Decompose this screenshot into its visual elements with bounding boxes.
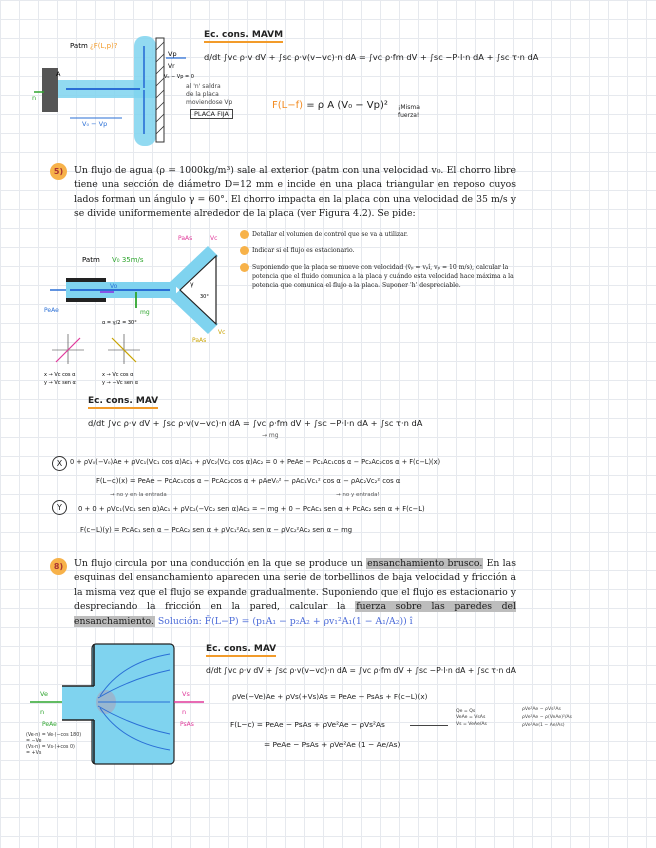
- s1-header: Ec. cons. MAVM: [204, 30, 283, 43]
- ae-5: PeAe: [44, 307, 59, 314]
- patm-label: Patm: [70, 42, 88, 50]
- ps-label: PsAs: [180, 721, 194, 728]
- vo-5: Vo: [110, 283, 118, 290]
- item-2-bullet: [240, 246, 249, 255]
- mg-5: mg: [140, 309, 150, 316]
- p8-arrow: [410, 725, 448, 726]
- plate: [156, 38, 164, 142]
- p5-x-note-1: → no y en la entrada: [110, 492, 167, 498]
- item-3: Suponiendo que la placa se mueve con velocidad (v̄ₚ = vₚî, vₚ = 10 m/s), calcular la potencia que el fluido comunica a la placa y cuándo esta velocidad hace máxima a la potencia que comunica el flujo a la placa. Suponer 'h' despreciable.: [252, 264, 514, 289]
- p5-y-result: F(c−L)(y) = PcAc₁ sen α − PcAc₂ sen α + ρVc₁²Ac₁ sen α − ρVc₂²Ac₂ sen α − mg: [80, 526, 353, 534]
- highlight-fuerza: fuerza sobre las paredes del ensanchamiento.: [74, 601, 516, 627]
- p8-fig-note: (Ve·n) = Ve·(−cos 180) = −Ve (Vs·n) = Vs·(+cos 0) = +Vs: [26, 733, 82, 756]
- ve-label: Ve: [40, 690, 48, 698]
- theta-5: α = γ/2 = 30°: [102, 320, 137, 326]
- y2-5: y → −Vc sen α: [102, 380, 139, 386]
- pa2-5: PaAs: [192, 337, 207, 344]
- vc1-5: Vc: [210, 235, 218, 242]
- p8-side-1: Qe = Qs VeAe = VsAs Vs = VeAe/As: [456, 709, 487, 727]
- vc2-5: Vc: [218, 329, 226, 336]
- p8-eq-1: ρVe(−Ve)Ae + ρVs(+Vs)As = PeAe − PsAs + F(c−L)(x): [232, 692, 428, 701]
- placa-fija-box: PLACA FIJA: [190, 109, 233, 119]
- p8-eq-2: F(L−c) = PeAe − PsAs + ρVe²Ae − ρVs²As: [230, 720, 385, 729]
- plate-fluid: [134, 36, 156, 146]
- patm-5: Patm: [82, 256, 100, 264]
- problem-8-text: Un flujo circula por una conducción en la que se produce un ensanchamiento brusco. En las esquinas del ensanchamiento aparecen una serie de torbellinos de baja velocidad y fricción a la misma vez que el flujo se expande gradualmente. Suponiendo que el flujo es estacionario y despreciando la fricción en la pared, calcular la fuerza sobre las paredes del ensanchamiento. Solución: F̄(L−P) = (p₁A₁ − p₂A₂ + ρv₁²A₁(1 − A₁/A₂)) î: [74, 558, 516, 627]
- p5-x-result: F(L−c)(x) = PeAe − PcAc₁cos α − PcAc₂cos α + ρAeV₀² − ρAc₁Vc₁² cos α − ρAc₂Vc₂² cos α: [96, 477, 401, 485]
- item-1: Detallar el volumen de control que se va a utilizar.: [252, 231, 408, 238]
- narrow-pipe: [62, 686, 96, 720]
- s1-note: ¡Misma fuerza!: [398, 104, 420, 119]
- problem-5-badge: 5): [50, 163, 67, 180]
- problem-8-badge: 8): [50, 558, 67, 575]
- p8-eq-main: d/dt ∫vc ρ·v dV + ∫sc ρ·v(v−vc)·n dA = ∫vc ρ·fm dV + ∫sc −P·I·n dA + ∫sc τ·n dA: [206, 666, 516, 675]
- s1-result: F(L−f) = ρ A (V₀ − Vp)²: [272, 100, 388, 111]
- item-3-bullet: [240, 263, 249, 272]
- gamma-5: γ: [190, 281, 194, 288]
- item-1-bullet: [240, 230, 249, 239]
- y1-5: y → Vc sen α: [44, 380, 76, 386]
- fl-label: ¿F(L,p)?: [90, 42, 118, 50]
- p8-eq-3: = PeAe − PsAs + ρVe²Ae (1 − Ae/As): [264, 740, 401, 749]
- pa1-5: PaAs: [178, 235, 193, 242]
- p5-eq-main: d/dt ∫vc ρ·v dV + ∫sc ρ·v(v−vc)·n dA = ∫vc ρ·fm dV + ∫sc −P·I·n dA + ∫sc τ·n dA: [88, 418, 423, 428]
- vrel-label: V₀ − Vp = 0: [164, 74, 194, 80]
- x1-5: x → Vc cos α: [44, 372, 76, 378]
- ns-label: n: [182, 708, 187, 716]
- x-marker: X: [52, 456, 67, 471]
- nozzle-bottom: [66, 298, 106, 302]
- item-2: Indicar si el flujo es estacionario.: [252, 247, 355, 254]
- p8-side-2: ρVe²Ae − ρVs²As ρVe²Ae − ρ(VeAe)²/As ρVe²Ae(1 − Ae/As): [522, 707, 572, 728]
- v0-5: V₀ 35m/s: [112, 256, 144, 264]
- s1-equation: d/dt ∫vc ρ·v dV + ∫sc ρ·v(v−vc)·n dA = ∫vc ρ·fm dV + ∫sc −P·I·n dA + ∫sc τ·n dA: [204, 52, 539, 62]
- vr-label: Vr: [168, 63, 175, 70]
- problem-5-text: Un flujo de agua (ρ = 1000kg/m³) sale al exterior (patm con una velocidad v₀. El chorro libre tiene una sección de diámetro D=12 mm e incide en una placa triangular en reposo cuyos lados forman un ángulo γ = 60°. El chorro impacta en la placa con una velocidad de 35 m/s y se divide uniformemente alrededor de la placa (ver Figura 4.2). Se pide:: [74, 165, 516, 220]
- ne-label: n: [40, 708, 45, 716]
- triangle-plate-figure: [40, 226, 240, 396]
- solution-label: Solución:: [157, 615, 202, 627]
- side-note: al 'n' saldra de la placa moviendose Vp: [186, 83, 233, 106]
- y-marker: Y: [52, 500, 67, 515]
- p5-header: Ec. cons. MAV: [88, 396, 158, 409]
- vs-label: Vs: [182, 690, 190, 698]
- vp-label: Vp: [168, 50, 177, 58]
- p8-header: Ec. cons. MAV: [206, 644, 276, 657]
- bottom-arrow-label: V₀ − Vp: [82, 120, 108, 128]
- n-label: n: [32, 94, 37, 102]
- p5-eq-main-note: → mg: [262, 432, 279, 439]
- p5-x-note-2: → no y entrada!: [336, 492, 380, 498]
- section-1: [0, 0, 656, 150]
- a-label: A: [56, 70, 61, 78]
- x2-5: x → Vc cos α: [102, 372, 134, 378]
- plate-jet-figure: [30, 28, 210, 146]
- p5-y-eq: 0 + 0 + ρVc₁(Vc₁ sen α)Ac₁ + ρVc₂(−Vc₂ sen α)Ac₂ = − mg + 0 − PcAc₁ sen α + PcAc₂ sen α + F(c−L): [78, 505, 425, 513]
- angle-5: 30°: [200, 294, 209, 300]
- pe-label: PeAe: [42, 721, 57, 728]
- nozzle-top: [66, 278, 106, 282]
- solution-formula: F̄(L−P) = (p₁A₁ − p₂A₂ + ρv₁²A₁(1 − A₁/A₂)) î: [204, 615, 413, 627]
- highlight-ensanchamiento: ensanchamiento brusco.: [367, 558, 483, 569]
- p5-x-eq: 0 + ρV₀(−V₀)Ae + ρVc₁(Vc₁ cos α)Ac₁ + ρVc₂(Vc₂ cos α)Ac₂ = 0 + PeAe − Pc₁Ac₁cos α − Pc₂Ac₂cos α + F(c−L)(x): [70, 458, 441, 466]
